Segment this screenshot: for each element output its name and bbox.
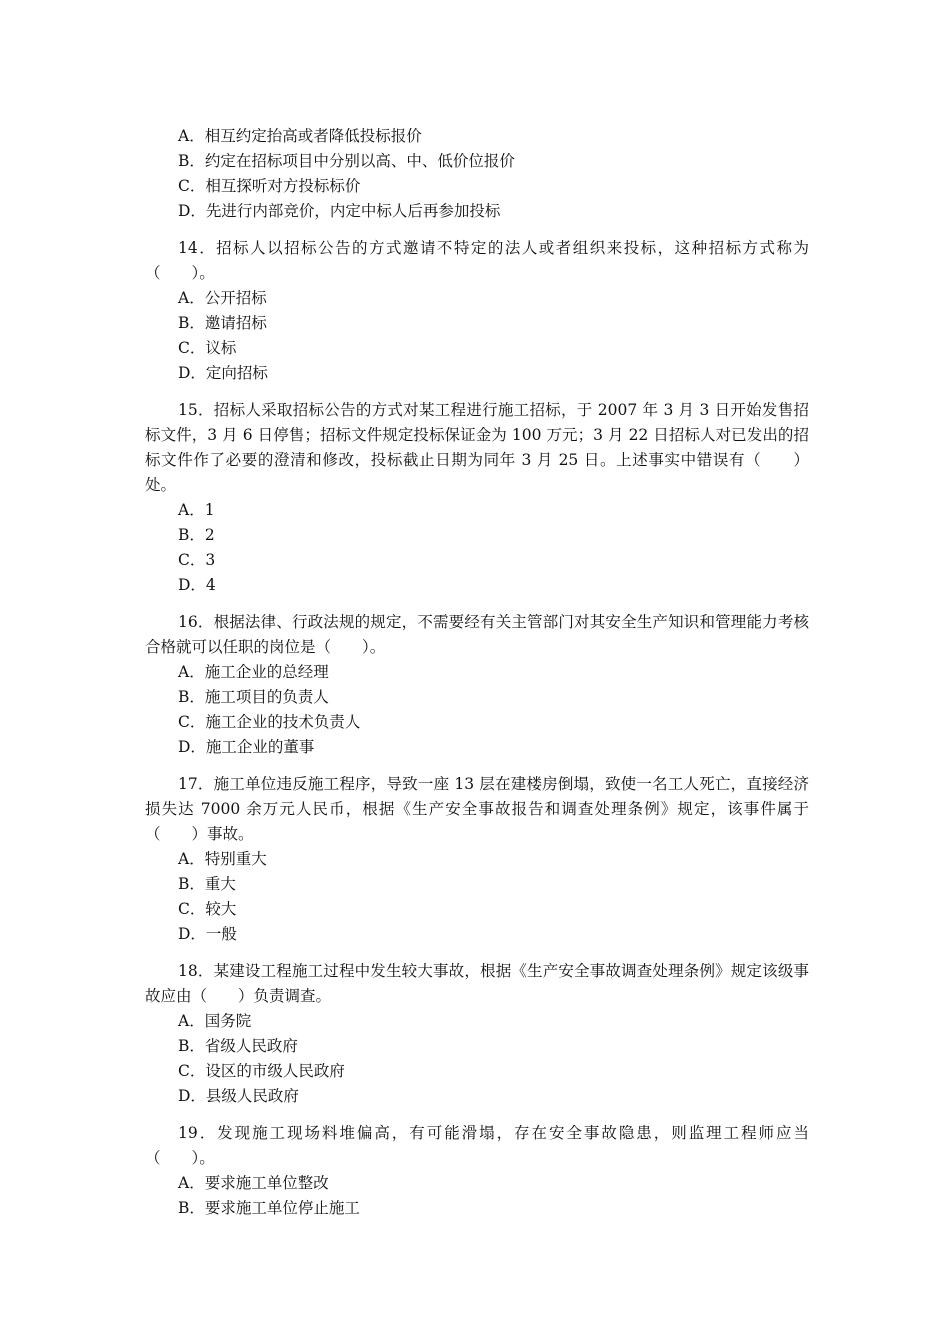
option: C．议标 — [178, 339, 237, 357]
option: A．公开招标 — [178, 289, 267, 307]
option: A．施工企业的总经理 — [178, 663, 329, 681]
option: B．2 — [178, 526, 215, 544]
option: B．约定在招标项目中分别以高、中、低价位报价 — [178, 152, 515, 170]
option: A．特别重大 — [178, 850, 267, 868]
question-text: 15．招标人采取招标公告的方式对某工程进行施工招标，于 2007 年 3 月 3 日开始发售招标文件，3 月 6 日停售；招标文件规定投标保证金为 100 万元；3 月 22 日招标人对已发出的招标文件作了必要的澄清和修改，投标截止日期为同年 3 月 25 日。上述事实中错误有（ ）处。 — [145, 401, 809, 494]
option: C．施工企业的技术负责人 — [178, 713, 361, 731]
option: D．先进行内部竞价，内定中标人后再参加投标 — [178, 202, 501, 220]
question-17 — [145, 772, 809, 947]
option: D．一般 — [178, 925, 237, 943]
option: C．设区的市级人民政府 — [178, 1062, 345, 1080]
question-15 — [145, 398, 809, 598]
option: B．施工项目的负责人 — [178, 688, 329, 706]
question-18 — [145, 959, 809, 1109]
option: D．县级人民政府 — [178, 1087, 299, 1105]
option: B．重大 — [178, 875, 236, 893]
question-text: 14．招标人以招标公告的方式邀请不特定的法人或者组织来投标，这种招标方式称为（ ）。 — [145, 239, 809, 282]
option: C．相互探听对方投标标价 — [178, 177, 361, 195]
question-text: 18．某建设工程施工过程中发生较大事故，根据《生产安全事故调查处理条例》规定该级事故应由（ ）负责调查。 — [145, 962, 809, 1005]
option: D．4 — [178, 576, 216, 594]
option: D．定向招标 — [178, 364, 268, 382]
option: B．要求施工单位停止施工 — [178, 1199, 360, 1217]
option: A．1 — [178, 501, 215, 519]
question-14 — [145, 236, 809, 386]
question-16 — [145, 610, 809, 760]
option: D．施工企业的董事 — [178, 738, 315, 756]
question-text: 16．根据法律、行政法规的规定，不需要经有关主管部门对其安全生产知识和管理能力考核合格就可以任职的岗位是（ ）。 — [145, 613, 809, 656]
option: B．邀请招标 — [178, 314, 267, 332]
option: C．3 — [178, 551, 216, 569]
option: A．国务院 — [178, 1012, 252, 1030]
option: B．省级人民政府 — [178, 1037, 298, 1055]
option: C．较大 — [178, 900, 237, 918]
option: A．相互约定抬高或者降低投标报价 — [178, 127, 422, 145]
question-19 — [145, 1121, 809, 1221]
question-text: 19．发现施工现场料堆偏高，有可能滑塌，存在安全事故隐患，则监理工程师应当（ ）。 — [145, 1124, 809, 1167]
continued-options — [145, 124, 809, 224]
document-content — [145, 124, 809, 1221]
option: A．要求施工单位整改 — [178, 1174, 329, 1192]
question-text: 17．施工单位违反施工程序，导致一座 13 层在建楼房倒塌，致使一名工人死亡，直接经济损失达 7000 余万元人民币，根据《生产安全事故报告和调查处理条例》规定，该事件属于（ ）事故。 — [145, 775, 809, 843]
